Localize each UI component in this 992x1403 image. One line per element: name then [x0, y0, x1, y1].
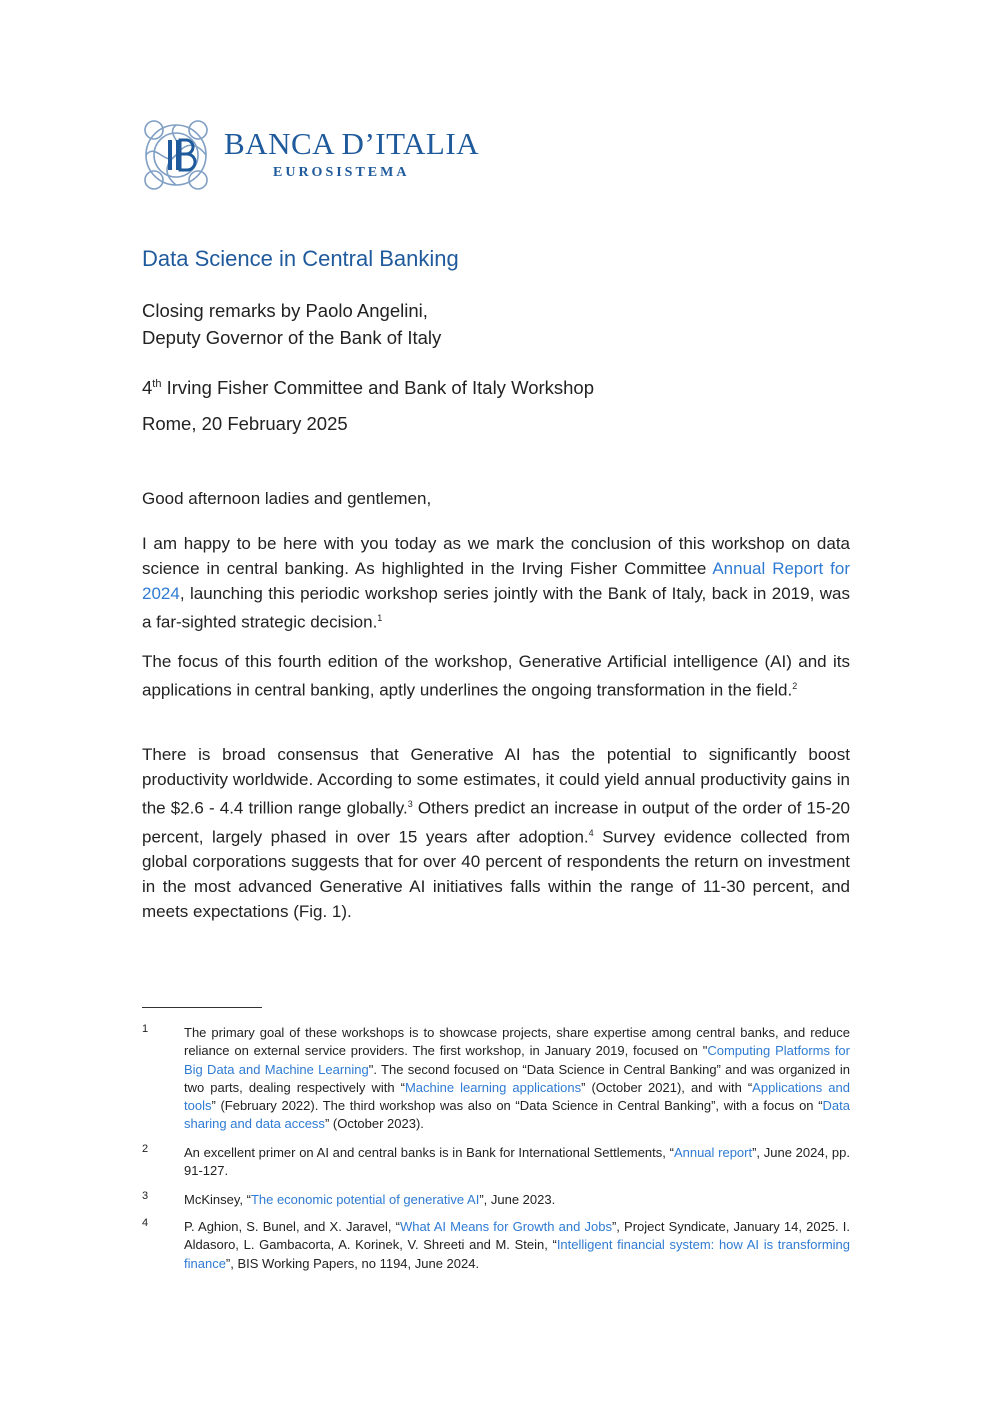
p1-text-a: I am happy to be here with you today as we mark the conclusion of this workshop on data science in central banking. As highlighted in the Irving Fisher Committee — [142, 534, 850, 578]
fn1-text-a: The primary goal of these workshops is to showcase projects, share expertise among central banks, and reduce reliance on external service providers. The first workshop, in January 2019, focused on " — [184, 1025, 850, 1059]
applications-and-tools-link[interactable]: Applications and tools — [184, 1079, 850, 1114]
fn2-text-a: An excellent primer on AI and central banks is in Bank for International Settlements, “ — [184, 1145, 674, 1160]
footnote-ref-1[interactable]: 1 — [377, 613, 383, 623]
p3-text-b: Others predict an increase in output of the order of 15-20 percent, largely phased in over 15 years after adoption. — [142, 798, 851, 847]
fn1-text-c: ” (October 2021), and with “ — [581, 1079, 753, 1095]
event-name: Irving Fisher Committee and Bank of Italy Workshop — [161, 377, 595, 398]
fn4-text-a: P. Aghion, S. Bunel, and X. Jaravel, “ — [184, 1219, 400, 1234]
p3-text-a: There is broad consensus that Generative AI has the potential to significantly boost productivity worldwide. According to some estimates, it could yield annual productivity gains in the $2.6 - 4.4 trillion range globally. — [142, 745, 850, 818]
document-title: Data Science in Central Banking — [142, 246, 459, 271]
speaker-line-2: Deputy Governor of the Bank of Italy — [142, 327, 442, 348]
bis-annual-report-link[interactable]: Annual report — [673, 1145, 753, 1160]
event-ordinal-sup: th — [152, 377, 162, 390]
paragraph-1 — [142, 531, 850, 635]
footnote-ref-3[interactable]: 3 — [407, 799, 413, 809]
greeting: Good afternoon ladies and gentlemen, — [142, 489, 432, 508]
footnote-number: 2 — [142, 1143, 149, 1155]
footnote-4 — [142, 1218, 850, 1273]
paragraph-2 — [142, 649, 850, 703]
footnote-number: 3 — [142, 1190, 149, 1202]
logo-name: BANCA D’ITALIA — [224, 126, 480, 161]
fn2-text-b: ”, June 2024, pp. 91-127. — [184, 1145, 850, 1179]
footnote-ref-4[interactable]: 4 — [588, 827, 594, 838]
computing-platforms-link[interactable]: Computing Platforms for Big Data and Machine Learning — [184, 1043, 850, 1077]
fn3-text-a: McKinsey, “ — [184, 1192, 251, 1207]
footnote-number: 1 — [142, 1023, 149, 1035]
event-ordinal: 4 — [142, 377, 153, 398]
ai-growth-jobs-link[interactable]: What AI Means for Growth and Jobs — [399, 1219, 612, 1234]
p1-text-b: , launching this periodic workshop series jointly with the Bank of Italy, back in 2019, was a far-sighted strategic decision. — [142, 584, 850, 632]
fn1-text-e: ” (October 2023). — [324, 1116, 424, 1132]
footnote-1 — [142, 1024, 850, 1134]
footnote-divider — [142, 1007, 262, 1008]
p2-text: The focus of this fourth edition of the workshop, Generative Artificial intelligence (AI) and its applications in central banking, aptly underlines the ongoing transformation in the field. — [142, 652, 850, 700]
banca-italia-emblem-icon — [140, 116, 212, 194]
speaker-line-1: Closing remarks by Paolo Angelini, — [142, 300, 428, 321]
footnote-2 — [142, 1144, 850, 1181]
p3-text-c: Survey evidence collected from global corporations suggests that for over 40 percent of respondents the return on investment in the most advanced Generative AI initiatives falls within the range of 11-30 percent, and meets expectations (Fig. 1). — [142, 827, 850, 922]
fn3-text-b: ”, June 2023. — [479, 1192, 556, 1207]
annual-report-2024-link[interactable]: Annual Report for 2024 — [142, 559, 850, 603]
footnote-3 — [142, 1191, 850, 1209]
fn1-text-b: ". The second focused on “Data Science in Central Banking” and was organized in two parts, dealing respectively with “ — [184, 1061, 850, 1095]
machine-learning-applications-link[interactable]: Machine learning applications — [404, 1079, 582, 1095]
fn1-text-d: ” (February 2022). The third workshop was also on “Data Science in Central Banking”, with a focus on “ — [211, 1098, 823, 1114]
event-line — [142, 377, 594, 399]
fn4-text-b: ”, Project Syndicate, January 14, 2025. I. Aldasoro, L. Gambacorta, A. Korinek, V. Shreeti and M. Stein, “ — [184, 1219, 851, 1253]
mckinsey-genai-link[interactable]: The economic potential of generative AI — [250, 1192, 480, 1207]
footnote-number: 4 — [142, 1217, 149, 1229]
paragraph-3 — [142, 742, 850, 924]
banca-italia-logo — [140, 116, 480, 196]
footnote-ref-2[interactable]: 2 — [792, 681, 798, 691]
data-sharing-link[interactable]: Data sharing and data access — [184, 1098, 850, 1132]
intelligent-financial-system-link[interactable]: Intelligent financial system: how AI is transforming finance — [184, 1237, 850, 1271]
logo-subtitle: EUROSISTEMA — [273, 165, 410, 180]
fn4-text-c: ”, BIS Working Papers, no 1194, June 2024. — [225, 1255, 480, 1271]
place-date: Rome, 20 February 2025 — [142, 413, 348, 434]
